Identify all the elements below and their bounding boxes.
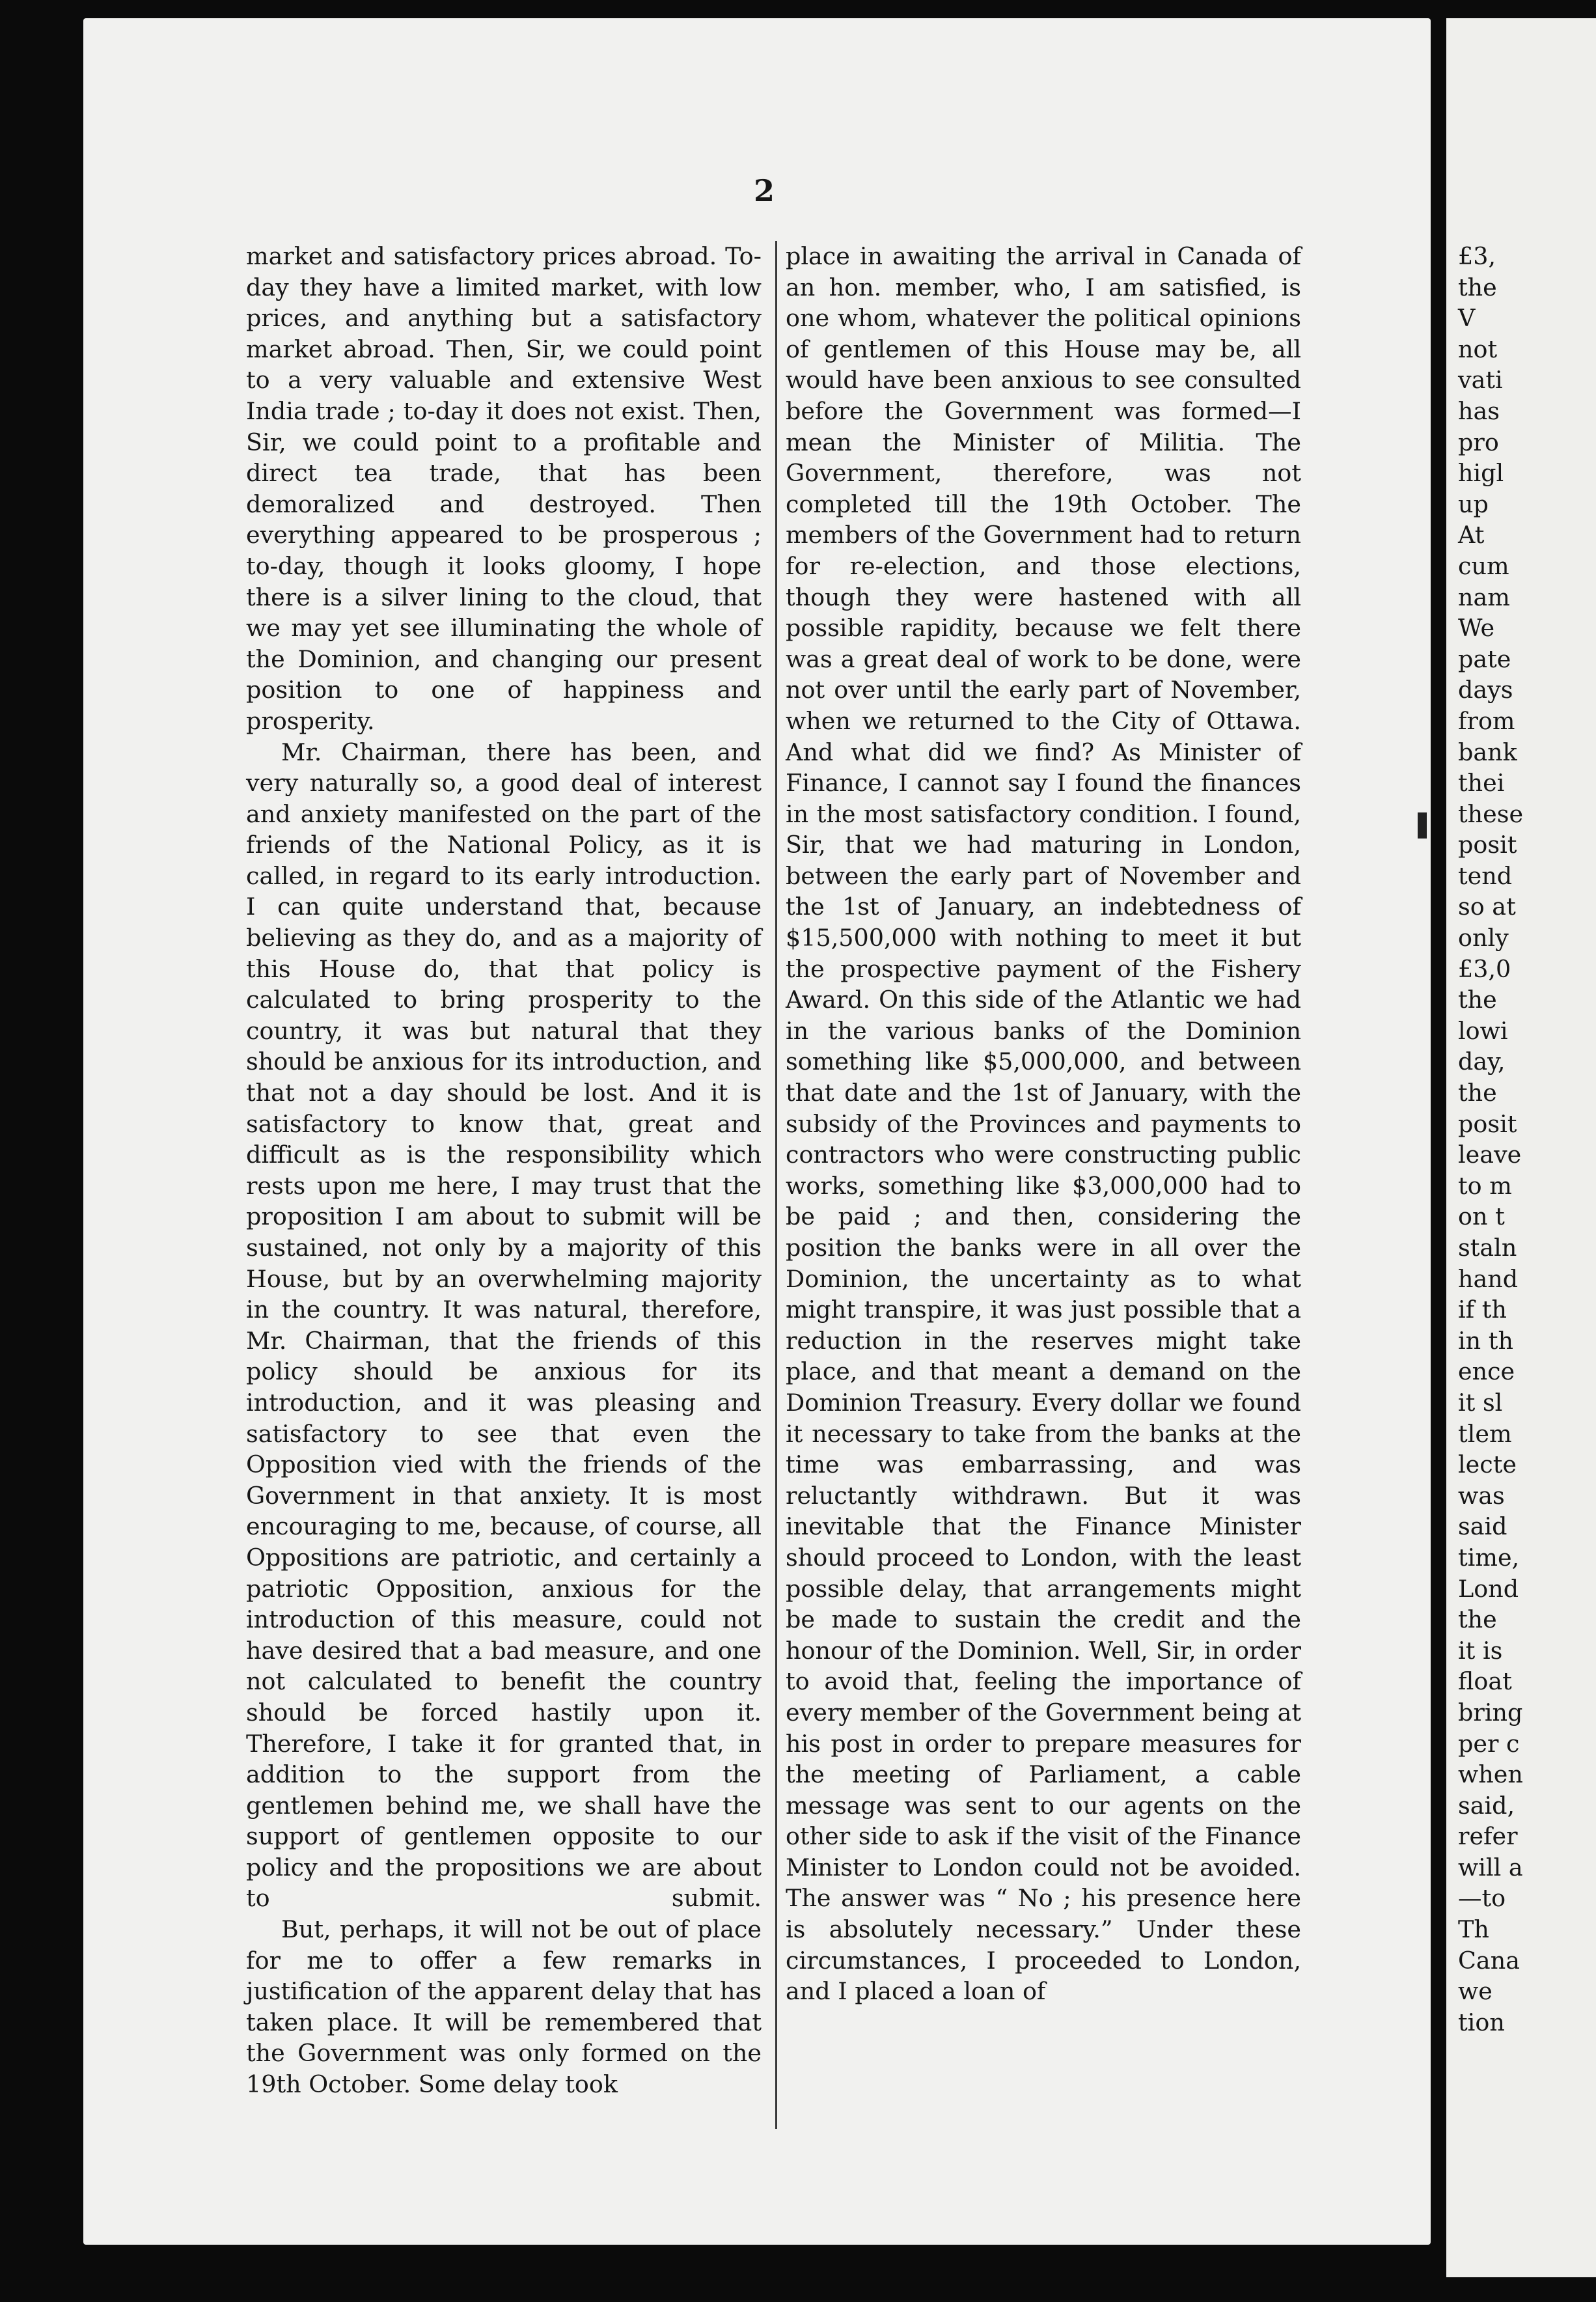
next-page-line-fragment: to m: [1458, 1171, 1512, 1200]
next-page-line-fragment: if th: [1458, 1296, 1507, 1324]
next-page-line-fragment: so at: [1458, 893, 1516, 921]
next-page-line-fragment: the: [1458, 273, 1497, 301]
next-page-line-fragment: higl: [1458, 459, 1504, 488]
next-page-line-fragment: leave: [1458, 1141, 1522, 1169]
page-edge-mark: [1418, 812, 1427, 839]
next-page-line-fragment: per c: [1458, 1729, 1520, 1758]
next-page-line-fragment: bring: [1458, 1698, 1523, 1726]
next-page-line-fragment: Cana: [1458, 1946, 1520, 1975]
next-page-line-fragment: it sl: [1458, 1388, 1503, 1417]
next-page-line-fragment: thei: [1458, 769, 1505, 797]
next-page-line-fragment: posit: [1458, 1109, 1517, 1138]
right-text-column: [786, 241, 1301, 2007]
next-page-line-fragment: pate: [1458, 645, 1511, 673]
next-page-line-fragment: hand: [1458, 1264, 1519, 1293]
next-page-line-fragment: tend: [1458, 861, 1513, 890]
paragraph: But, perhaps, it will not be out of place for me to offer a few remarks in justification of the apparent delay that has taken place. It will be remembered that the Government was only formed on the 19th October. Some delay took: [246, 1915, 762, 2099]
next-page-line-fragment: not: [1458, 335, 1498, 363]
next-page-line-fragment: —to: [1458, 1884, 1506, 1913]
column-divider: [775, 241, 777, 2129]
page-number: 2: [754, 173, 775, 208]
next-page-line-fragment: float: [1458, 1667, 1512, 1696]
next-page-line-fragment: was: [1458, 1481, 1505, 1510]
next-page-line-fragment: At: [1458, 521, 1485, 549]
next-page-line-fragment: in th: [1458, 1326, 1513, 1355]
paragraph: market and satisfactory prices abroad. To-day they have a limited market, with low prices, and anything but a satisfactory market abroad. Then, Sir, we could point to a very valuable and extensive West India trade ; to-day it does not exist. Then, Sir, we could point to a profitable and direct tea trade, that has been demoralized and destroyed. Then everything appeared to be prosperous ; to-day, though it looks gloomy, I hope there is a silver lining to the cloud, that we may yet see illuminating the whole of the Dominion, and changing our present position to one of happiness and prosperity.: [246, 242, 762, 735]
next-page-line-fragment: from: [1458, 706, 1515, 735]
next-page-line-fragment: the: [1458, 1079, 1497, 1107]
paragraph: place in awaiting the arrival in Canada of an hon. member, who, I am satisfied, is one whom, whatever the political opinions of gentlemen of this House may be, all would have been anxious to see consulted before the Government was formed—I mean the Minister of Militia. The Government, therefore, was not completed till the 19th October. The members of the Government had to return for re-election, and those elections, though they were hastened with all possible rapidity, because we felt there was a great deal of work to be done, were not over until the early part of November, when we returned to the City of Ottawa. And what did we find? As Minister of Finance, I cannot say I found the finances in the most satisfactory condition. I found, Sir, that we had maturing in London, between the early part of November and the 1st of January, an indebtedness of $15,500,000 with nothing to meet it but the prospective payment of the Fishery Award. On this side of the Atlantic we had in the various banks of the Dominion something like $5,000,000, and between that date and the 1st of January, with the subsidy of the Provinces and payments to contractors who were constructing public works, something like $3,000,000 had to be paid ; and then, considering the position the banks were in all over the Dominion, the uncertainty as to what might transpire, it was just possible that a reduction in the reserves might take place, and that meant a demand on the Dominion Treasury. Every dollar we found it necessary to take from the banks at the time was embarrassing, and was reluctantly withdrawn. But it was inevitable that the Finance Minister should proceed to London, with the least possible delay, that arrangements might be made to sustain the credit and the honour of the Dominion. Well, Sir, in order to avoid that, feeling the importance of every member of the Government being at his post in order to prepare measures for the meeting of Parliament, a cable message was sent to our agents on the other side to ask if the visit of the Finance Minister to London could not be avoided. The answer was “ No ; his presence here is absolutely necessary.” Under these circumstances, I proceeded to London, and I placed a loan of: [786, 242, 1301, 2006]
next-page-line-fragment: staln: [1458, 1234, 1517, 1262]
next-page-fragment-column: [1458, 241, 1596, 2038]
next-page-line-fragment: these: [1458, 799, 1524, 828]
next-page-line-fragment: £3,0: [1458, 954, 1511, 983]
next-page-line-fragment: nam: [1458, 583, 1510, 611]
next-page-line-fragment: days: [1458, 676, 1513, 704]
paragraph: Mr. Chairman, there has been, and very naturally so, a good deal of interest and anxiety manifested on the part of the friends of the National Policy, as it is called, in regard to its early introduction. I can quite understand that, because believing as they do, and as a majority of this House do, that that policy is calculated to bring prosperity to the country, it was but natural that they should be anxious for its introduction, and that not a day should be lost. And it is satisfactory to know that, great and difficult as is the responsibility which rests upon me here, I may trust that the proposition I am about to submit will be sustained, not only by a majority of this House, but by an overwhelming majority in the country. It was natural, therefore, Mr. Chairman, that the friends of this policy should be anxious for its introduction, and it was pleasing and satisfactory to see that even the Opposition vied with the friends of the Government in that anxiety. It is most encouraging to me, because, of course, all Oppositions are patriotic, and certainly a patriotic Opposition, anxious for the introduction of this measure, could not have desired that a bad measure, and one not calculated to benefit the country should be forced hastily upon it. Therefore, I take it for granted that, in addition to the support from the gentlemen behind me, we shall have the support of gentlemen opposite to our policy and the propositions we are about to submit.: [246, 738, 762, 1913]
next-page-line-fragment: only: [1458, 924, 1509, 952]
next-page-line-fragment: bank: [1458, 738, 1517, 766]
next-page-line-fragment: it is: [1458, 1636, 1503, 1665]
next-page-line-fragment: cum: [1458, 551, 1509, 580]
next-page-line-fragment: V: [1458, 304, 1476, 333]
left-text-column: [246, 241, 762, 2100]
next-page-line-fragment: the: [1458, 1605, 1497, 1634]
next-page-line-fragment: Lond: [1458, 1574, 1519, 1603]
next-page-line-fragment: up: [1458, 490, 1489, 518]
next-page-line-fragment: on t: [1458, 1202, 1505, 1231]
next-page-line-fragment: the: [1458, 986, 1497, 1014]
next-page-line-fragment: vati: [1458, 366, 1503, 395]
next-page-line-fragment: posit: [1458, 831, 1517, 859]
next-page-line-fragment: We: [1458, 614, 1495, 643]
next-page-line-fragment: ence: [1458, 1357, 1515, 1386]
next-page-line-fragment: said,: [1458, 1791, 1515, 1820]
next-page-line-fragment: Th: [1458, 1915, 1489, 1944]
next-page-line-fragment: lecte: [1458, 1450, 1517, 1479]
next-page-line-fragment: time,: [1458, 1543, 1520, 1572]
next-page-line-fragment: tion: [1458, 2008, 1505, 2036]
next-page-line-fragment: when: [1458, 1760, 1523, 1789]
next-page-line-fragment: has: [1458, 396, 1500, 425]
next-page-line-fragment: will a: [1458, 1853, 1523, 1881]
next-page-line-fragment: pro: [1458, 428, 1499, 456]
next-page-line-fragment: £3,: [1458, 242, 1496, 270]
next-page-line-fragment: we: [1458, 1977, 1493, 2006]
next-page-line-fragment: tlem: [1458, 1419, 1512, 1448]
next-page-line-fragment: refer: [1458, 1822, 1518, 1851]
next-page-line-fragment: day,: [1458, 1047, 1506, 1076]
next-page-line-fragment: said: [1458, 1512, 1507, 1541]
next-page-line-fragment: lowi: [1458, 1016, 1508, 1045]
